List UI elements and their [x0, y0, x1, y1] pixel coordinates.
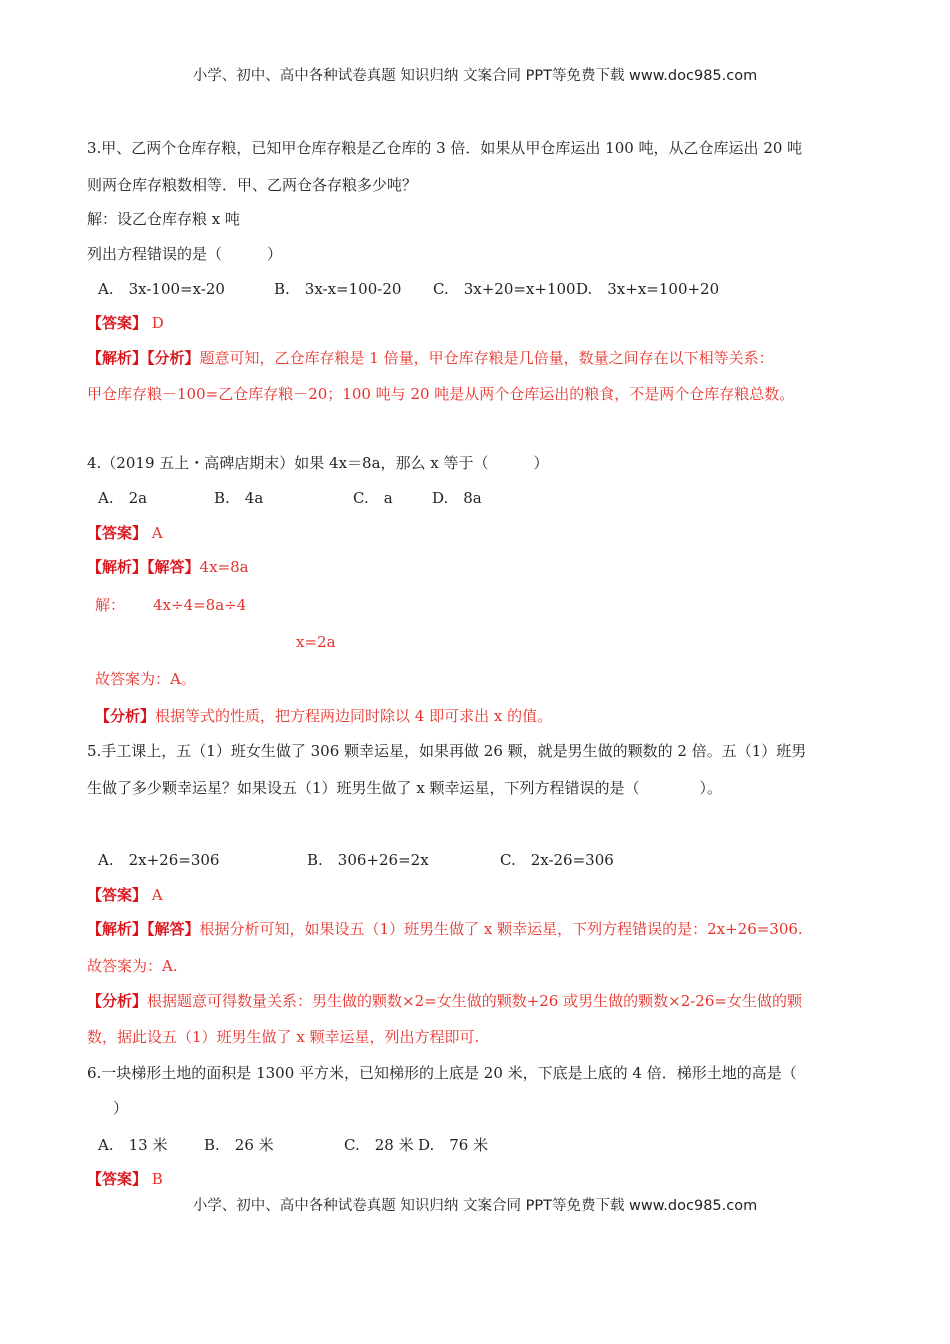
answer-value: A [151, 886, 163, 904]
q6-option-b: B. 26 米 [204, 1136, 274, 1154]
answer-value: A [151, 524, 163, 542]
q6-option-c: C. 28 米 [344, 1136, 414, 1154]
fenxi-text: 根据等式的性质，把方程两边同时除以 4 即可求出 x 的值。 [155, 707, 553, 725]
q4-answer [87, 523, 163, 543]
q4-fenxi [95, 706, 552, 726]
q3-text-line4: 列出方程错误的是（ ） [87, 245, 283, 263]
q4-option-d: D. 8a [432, 489, 482, 507]
q6-option-a: A. 13 米 [98, 1136, 168, 1154]
page-header: 小学、初中、高中各种试卷真题 知识归纳 文案合同 PPT等免费下载 www.doc985.com [192, 68, 758, 84]
answer-tag: 【答案】 [87, 314, 148, 332]
q5-option-c: C. 2x-26=306 [500, 851, 614, 869]
answer-tag: 【答案】 [87, 524, 148, 542]
fenxi-tag: 【分析】 [87, 992, 148, 1010]
q3-answer [87, 313, 164, 333]
q3-option-b: B. 3x-x=100-20 [274, 280, 402, 298]
fenxi-text: 根据题意可得数量关系：男生做的颗数×2=女生做的颗数+26 或男生做的颗数×2-26=女生做的颗 [147, 992, 802, 1010]
q5-option-b: B. 306+26=2x [307, 851, 429, 869]
q4-text-line1: 4.（2019 五上・高碑店期末）如果 4x＝8a，那么 x 等于（ ） [87, 454, 549, 472]
analysis-tag: 【解析】 [87, 920, 148, 938]
q4-jieda [87, 557, 249, 577]
jieda-text: 根据分析可知，如果设五（1）班男生做了 x 颗幸运星，下列方程错误的是：2x+26=306. [199, 920, 803, 938]
q6-text-line1: 6.一块梯形土地的面积是 1300 平方米，已知梯形的上底是 20 米，下底是上底的 4 倍．梯形土地的高是（ [87, 1064, 797, 1082]
fenxi-tag: 【分析】 [95, 707, 156, 725]
q3-text-line3: 解：设乙仓库存粮 x 吨 [87, 210, 240, 228]
q4-option-a: A. 2a [98, 489, 148, 507]
q4-option-c: C. a [353, 489, 393, 507]
q3-option-c: C. 3x+20=x+100 [433, 280, 576, 298]
q5-jieda [87, 919, 803, 939]
jieda-tag: 【解答】 [147, 920, 200, 938]
q4-step2: x=2a [296, 633, 336, 651]
q3-analysis-line2: 甲仓库存粮－100=乙仓库存粮－20；100 吨与 20 吨是从两个仓库运出的粮食，不是两个仓库存粮总数。 [87, 385, 795, 403]
q6-answer [87, 1169, 163, 1189]
q4-option-b: B. 4a [214, 489, 264, 507]
q4-step1: 4x÷4=8a÷4 [153, 596, 247, 614]
q5-fenxi-line2: 数，据此设五（1）班男生做了 x 颗幸运星，列出方程即可. [87, 1028, 480, 1046]
analysis-tag: 【解析】 [87, 558, 148, 576]
q3-option-a: A. 3x-100=x-20 [98, 280, 225, 298]
fenxi-tag: 【分析】 [147, 349, 200, 367]
q5-text-line1: 5.手工课上，五（1）班女生做了 306 颗幸运星，如果再做 26 颗，就是男生做的颗数的 2 倍。五（1）班男 [87, 742, 807, 760]
jieda-tag: 【解答】 [147, 558, 200, 576]
analysis-text: 题意可知，乙仓库存粮是 1 倍量，甲仓库存粮是几倍量，数量之间存在以下相等关系： [199, 349, 774, 367]
q5-conclusion: 故答案为：A. [87, 957, 178, 975]
q5-answer [87, 885, 163, 905]
answer-value: B [151, 1170, 163, 1188]
q5-option-a: A. 2x+26=306 [98, 851, 220, 869]
q4-conclusion: 故答案为：A。 [95, 670, 196, 688]
q4-step-label: 解： [95, 596, 126, 614]
q5-text-line2: 生做了多少颗幸运星？如果设五（1）班男生做了 x 颗幸运星，下列方程错误的是（ ）。 [87, 779, 723, 797]
q5-fenxi-line1 [87, 991, 802, 1011]
page-footer: 小学、初中、高中各种试卷真题 知识归纳 文案合同 PPT等免费下载 www.doc985.com [192, 1198, 758, 1214]
answer-value: D [151, 314, 164, 332]
analysis-tag: 【解析】 [87, 349, 148, 367]
q3-text-line2: 则两仓库存粮数相等．甲、乙两仓各存粮多少吨？ [87, 176, 418, 194]
answer-tag: 【答案】 [87, 886, 148, 904]
q6-option-d: D. 76 米 [418, 1136, 489, 1154]
q3-option-d: D. 3x+x=100+20 [576, 280, 720, 298]
q3-text-line1: 3.甲、乙两个仓库存粮，已知甲仓库存粮是乙仓库的 3 倍．如果从甲仓库运出 100 吨，从乙仓库运出 20 吨 [87, 139, 803, 157]
q3-analysis-line1 [87, 348, 774, 368]
answer-tag: 【答案】 [87, 1170, 148, 1188]
jieda-text: 4x=8a [199, 558, 249, 576]
q6-text-line2: ） [98, 1099, 129, 1117]
